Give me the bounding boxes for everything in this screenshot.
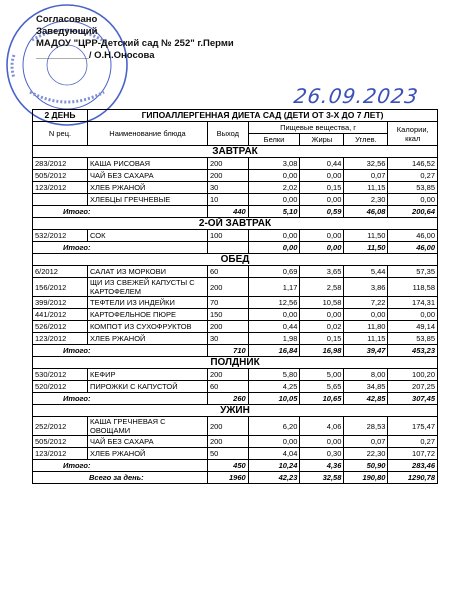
protein-cell: 0,44 — [248, 321, 300, 333]
calories-cell: 175,47 — [388, 417, 438, 436]
section-title: ЗАВТРАК — [33, 146, 438, 158]
table-row — [33, 278, 438, 297]
section-title: УЖИН — [33, 405, 438, 417]
carbs-cell: 11,15 — [344, 333, 388, 345]
calories-cell: 0,00 — [388, 194, 438, 206]
carbs-cell: 28,53 — [344, 417, 388, 436]
calories-cell: 57,35 — [388, 266, 438, 278]
dish-cell: КАРТОФЕЛЬНОЕ ПЮРЕ — [88, 309, 208, 321]
total-label: Итого: — [33, 242, 208, 254]
dish-cell: ЩИ ИЗ СВЕЖЕЙ КАПУСТЫ С КАРТОФЕЛЕМ — [88, 278, 208, 297]
fat-cell: 0,00 — [300, 194, 344, 206]
recipe-cell: 505/2012 — [33, 170, 88, 182]
header-output: Выход — [207, 122, 248, 146]
calories-cell: 53,85 — [388, 182, 438, 194]
output-cell: 30 — [207, 182, 248, 194]
total-fat: 0,59 — [300, 206, 344, 218]
day-total-fat: 32,58 — [300, 472, 344, 484]
recipe-cell: 252/2012 — [33, 417, 88, 436]
table-row — [33, 182, 438, 194]
calories-cell: 46,00 — [388, 230, 438, 242]
table-row — [33, 369, 438, 381]
calories-cell: 146,52 — [388, 158, 438, 170]
approval-block — [36, 14, 234, 62]
table-header-row — [33, 122, 438, 134]
fat-cell: 0,30 — [300, 448, 344, 460]
protein-cell: 1,98 — [248, 333, 300, 345]
approval-line-4: __________/ О.Н.Оносова — [36, 50, 155, 61]
table-row — [33, 448, 438, 460]
approval-line-3: МАДОУ "ЦРР-Детский сад № 252" г.Перми — [36, 38, 234, 49]
recipe-cell: 6/2012 — [33, 266, 88, 278]
header-carbs: Углев. — [344, 134, 388, 146]
header-dish: Наименование блюда — [88, 122, 208, 146]
total-fat: 0,00 — [300, 242, 344, 254]
dish-cell: КЕФИР — [88, 369, 208, 381]
section-header — [33, 254, 438, 266]
header-fat: Жиры — [300, 134, 344, 146]
header-recipe: N рец. — [33, 122, 88, 146]
table-row — [33, 158, 438, 170]
output-cell: 60 — [207, 381, 248, 393]
recipe-cell: 123/2012 — [33, 448, 88, 460]
carbs-cell: 0,07 — [344, 170, 388, 182]
calories-cell: 107,72 — [388, 448, 438, 460]
fat-cell: 10,58 — [300, 297, 344, 309]
table-row — [33, 333, 438, 345]
fat-cell: 0,00 — [300, 436, 344, 448]
total-output: 450 — [207, 460, 248, 472]
recipe-cell — [33, 194, 88, 206]
carbs-cell: 22,30 — [344, 448, 388, 460]
total-calories: 453,23 — [388, 345, 438, 357]
total-output: 710 — [207, 345, 248, 357]
calories-cell: 207,25 — [388, 381, 438, 393]
total-calories: 200,64 — [388, 206, 438, 218]
fat-cell: 0,00 — [300, 230, 344, 242]
total-calories: 283,46 — [388, 460, 438, 472]
section-total-row — [33, 345, 438, 357]
carbs-cell: 0,07 — [344, 436, 388, 448]
output-cell: 60 — [207, 266, 248, 278]
carbs-cell: 7,22 — [344, 297, 388, 309]
protein-cell: 6,20 — [248, 417, 300, 436]
section-header — [33, 146, 438, 158]
recipe-cell: 156/2012 — [33, 278, 88, 297]
total-protein: 5,10 — [248, 206, 300, 218]
total-label: Итого: — [33, 206, 208, 218]
output-cell: 200 — [207, 158, 248, 170]
fat-cell: 2,58 — [300, 278, 344, 297]
section-total-row — [33, 393, 438, 405]
menu-date: 26.09.2023 — [292, 84, 421, 108]
section-title: 2-ОЙ ЗАВТРАК — [33, 218, 438, 230]
section-title: ОБЕД — [33, 254, 438, 266]
fat-cell: 0,15 — [300, 333, 344, 345]
calories-cell: 49,14 — [388, 321, 438, 333]
protein-cell: 2,02 — [248, 182, 300, 194]
recipe-cell: 520/2012 — [33, 381, 88, 393]
section-total-row — [33, 242, 438, 254]
day-total-label: Всего за день: — [33, 472, 208, 484]
section-header — [33, 218, 438, 230]
section-title: ПОЛДНИК — [33, 357, 438, 369]
recipe-cell: 123/2012 — [33, 333, 88, 345]
recipe-cell: 526/2012 — [33, 321, 88, 333]
approval-line-1: Согласовано — [36, 14, 98, 25]
header-protein: Белки — [248, 134, 300, 146]
dish-cell: ХЛЕБ РЖАНОЙ — [88, 333, 208, 345]
day-total-row — [33, 472, 438, 484]
recipe-cell: 530/2012 — [33, 369, 88, 381]
total-protein: 16,84 — [248, 345, 300, 357]
protein-cell: 3,08 — [248, 158, 300, 170]
protein-cell: 1,17 — [248, 278, 300, 297]
fat-cell: 0,00 — [300, 170, 344, 182]
total-calories: 46,00 — [388, 242, 438, 254]
dish-cell: ХЛЕБЦЫ ГРЕЧНЕВЫЕ — [88, 194, 208, 206]
carbs-cell: 5,44 — [344, 266, 388, 278]
calories-cell: 53,85 — [388, 333, 438, 345]
header-calories: Калории, ккал — [388, 122, 438, 146]
protein-cell: 0,00 — [248, 230, 300, 242]
day-total-carbs: 190,80 — [344, 472, 388, 484]
protein-cell: 0,69 — [248, 266, 300, 278]
carbs-cell: 11,15 — [344, 182, 388, 194]
section-total-row — [33, 206, 438, 218]
carbs-cell: 2,30 — [344, 194, 388, 206]
table-row — [33, 417, 438, 436]
output-cell: 150 — [207, 309, 248, 321]
output-cell: 100 — [207, 230, 248, 242]
carbs-cell: 8,00 — [344, 369, 388, 381]
carbs-cell: 32,56 — [344, 158, 388, 170]
fat-cell: 4,06 — [300, 417, 344, 436]
table-title-row — [33, 110, 438, 122]
output-cell: 200 — [207, 436, 248, 448]
protein-cell: 0,00 — [248, 170, 300, 182]
output-cell: 200 — [207, 417, 248, 436]
total-output: 260 — [207, 393, 248, 405]
output-cell: 10 — [207, 194, 248, 206]
dish-cell: ХЛЕБ РЖАНОЙ — [88, 182, 208, 194]
recipe-cell: 532/2012 — [33, 230, 88, 242]
dish-cell: ПИРОЖКИ С КАПУСТОЙ — [88, 381, 208, 393]
dish-cell: КАША ГРЕЧНЕВАЯ С ОВОЩАМИ — [88, 417, 208, 436]
table-row — [33, 230, 438, 242]
menu-table — [32, 109, 438, 484]
dish-cell: САЛАТ ИЗ МОРКОВИ — [88, 266, 208, 278]
recipe-cell: 123/2012 — [33, 182, 88, 194]
dish-cell: ЧАЙ БЕЗ САХАРА — [88, 436, 208, 448]
protein-cell: 5,80 — [248, 369, 300, 381]
calories-cell: 0,00 — [388, 309, 438, 321]
total-protein: 10,24 — [248, 460, 300, 472]
section-header — [33, 405, 438, 417]
total-label: Итого: — [33, 345, 208, 357]
calories-cell: 0,27 — [388, 436, 438, 448]
dish-cell: ТЕФТЕЛИ ИЗ ИНДЕЙКИ — [88, 297, 208, 309]
carbs-cell: 11,50 — [344, 230, 388, 242]
protein-cell: 4,04 — [248, 448, 300, 460]
dish-cell: ХЛЕБ РЖАНОЙ — [88, 448, 208, 460]
total-protein: 10,05 — [248, 393, 300, 405]
dish-cell: КАША РИСОВАЯ — [88, 158, 208, 170]
fat-cell: 5,00 — [300, 369, 344, 381]
fat-cell: 3,65 — [300, 266, 344, 278]
total-fat: 10,65 — [300, 393, 344, 405]
protein-cell: 0,00 — [248, 309, 300, 321]
fat-cell: 5,65 — [300, 381, 344, 393]
recipe-cell: 283/2012 — [33, 158, 88, 170]
fat-cell: 0,00 — [300, 309, 344, 321]
total-calories: 307,45 — [388, 393, 438, 405]
carbs-cell: 11,80 — [344, 321, 388, 333]
recipe-cell: 505/2012 — [33, 436, 88, 448]
total-carbs: 39,47 — [344, 345, 388, 357]
table-row — [33, 194, 438, 206]
table-row — [33, 436, 438, 448]
table-row — [33, 170, 438, 182]
protein-cell: 4,25 — [248, 381, 300, 393]
calories-cell: 174,31 — [388, 297, 438, 309]
output-cell: 200 — [207, 321, 248, 333]
section-header — [33, 357, 438, 369]
output-cell: 70 — [207, 297, 248, 309]
output-cell: 200 — [207, 369, 248, 381]
output-cell: 50 — [207, 448, 248, 460]
fat-cell: 0,15 — [300, 182, 344, 194]
protein-cell: 0,00 — [248, 436, 300, 448]
total-label: Итого: — [33, 393, 208, 405]
day-total-output: 1960 — [207, 472, 248, 484]
total-output — [207, 242, 248, 254]
protein-cell: 0,00 — [248, 194, 300, 206]
output-cell: 200 — [207, 170, 248, 182]
carbs-cell: 34,85 — [344, 381, 388, 393]
dish-cell: КОМПОТ ИЗ СУХОФРУКТОВ — [88, 321, 208, 333]
dish-cell: СОК — [88, 230, 208, 242]
section-total-row — [33, 460, 438, 472]
table-row — [33, 321, 438, 333]
table-row — [33, 297, 438, 309]
total-label: Итого: — [33, 460, 208, 472]
day-label: 2 ДЕНЬ — [33, 110, 88, 122]
total-fat: 16,98 — [300, 345, 344, 357]
total-carbs: 42,85 — [344, 393, 388, 405]
day-total-calories: 1290,78 — [388, 472, 438, 484]
dish-cell: ЧАЙ БЕЗ САХАРА — [88, 170, 208, 182]
table-row — [33, 381, 438, 393]
recipe-cell: 399/2012 — [33, 297, 88, 309]
table-row — [33, 309, 438, 321]
recipe-cell: 441/2012 — [33, 309, 88, 321]
carbs-cell: 0,00 — [344, 309, 388, 321]
output-cell: 200 — [207, 278, 248, 297]
day-total-protein: 42,23 — [248, 472, 300, 484]
calories-cell: 118,58 — [388, 278, 438, 297]
table-row — [33, 266, 438, 278]
fat-cell: 0,02 — [300, 321, 344, 333]
approval-line-2: Заведующий — [36, 26, 98, 37]
total-protein: 0,00 — [248, 242, 300, 254]
diet-title: ГИПОАЛЛЕРГЕННАЯ ДИЕТА САД (ДЕТИ ОТ 3-Х ДО 7 ЛЕТ) — [88, 110, 438, 122]
total-carbs: 50,90 — [344, 460, 388, 472]
total-carbs: 11,50 — [344, 242, 388, 254]
header-nutrients: Пищевые вещества, г — [248, 122, 388, 134]
carbs-cell: 3,86 — [344, 278, 388, 297]
protein-cell: 12,56 — [248, 297, 300, 309]
output-cell: 30 — [207, 333, 248, 345]
calories-cell: 100,20 — [388, 369, 438, 381]
total-fat: 4,36 — [300, 460, 344, 472]
fat-cell: 0,44 — [300, 158, 344, 170]
calories-cell: 0,27 — [388, 170, 438, 182]
total-carbs: 46,08 — [344, 206, 388, 218]
total-output: 440 — [207, 206, 248, 218]
